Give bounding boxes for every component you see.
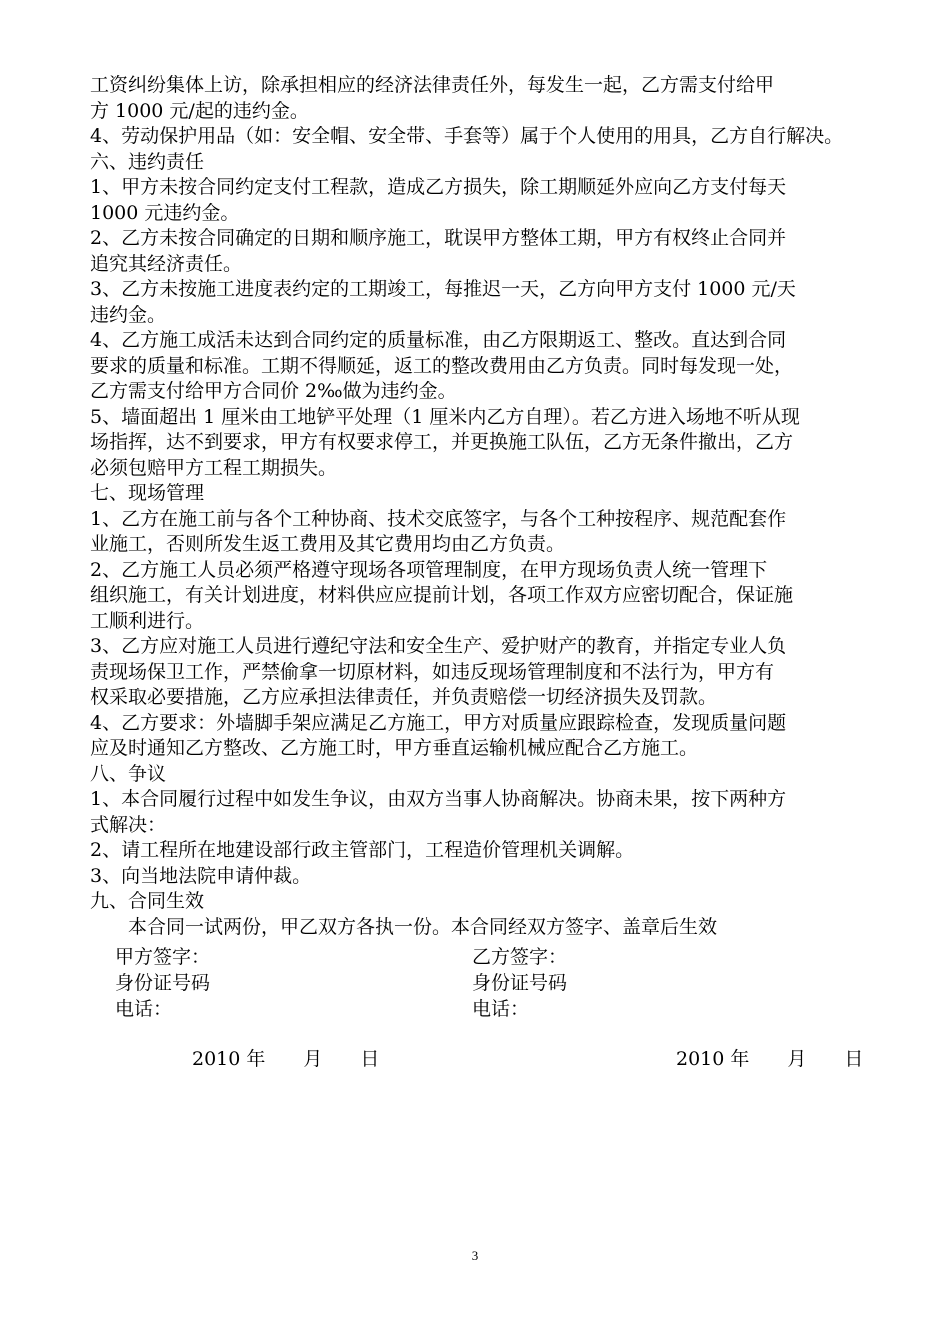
text-line: 2、乙方施工人员必须严格遵守现场各项管理制度，在甲方现场负责人统一管理下	[90, 558, 768, 581]
text-line: 追究其经济责任。	[90, 252, 243, 275]
text-line: 本合同一试两份，甲乙双方各执一份。本合同经双方签字、盖章后生效	[90, 915, 718, 938]
text-line: 方 1000 元/起的违约金。	[90, 99, 309, 122]
text-line: 八、争议	[90, 762, 167, 785]
party-b-sign-label: 乙方签字：	[472, 946, 568, 968]
text-line: 乙方需支付给甲方合同价 2‰做为违约金。	[90, 380, 457, 402]
text-line: 4、乙方施工成活未达到合同约定的质量标准，由乙方限期返工、整改。直达到合同	[90, 329, 787, 351]
text-line: 2、乙方未按合同确定的日期和顺序施工，耽误甲方整体工期，甲方有权终止合同并	[90, 227, 787, 249]
party-b-id-label: 身份证号码	[472, 972, 568, 994]
text-line: 违约金。	[90, 303, 167, 326]
text-line: 组织施工，有关计划进度，材料供应应提前计划，各项工作双方应密切配合，保证施	[90, 584, 794, 606]
text-line: 权采取必要措施，乙方应承担法律责任，并负责赔偿一切经济损失及罚款。	[90, 686, 718, 708]
text-line: 3、向当地法院申请仲裁。	[90, 864, 312, 887]
text-line: 应及时通知乙方整改、乙方施工时，甲方垂直运输机械应配合乙方施工。	[90, 737, 699, 759]
text-line: 1、乙方在施工前与各个工种协商、技术交底签字，与各个工种按程序、规范配套作	[90, 507, 787, 530]
party-a-id-label: 身份证号码	[115, 972, 211, 994]
text-line: 场指挥，达不到要求，甲方有权要求停工，并更换施工队伍，乙方无条件撤出，乙方	[90, 431, 794, 453]
page-number: 3	[471, 1248, 479, 1263]
text-line: 式解决：	[90, 813, 167, 836]
party-b-date: 2010 年 月 日	[676, 1048, 864, 1070]
text-line: 1、本合同履行过程中如发生争议，由双方当事人协商解决。协商未果，按下两种方	[90, 788, 787, 810]
text-line: 责现场保卫工作，严禁偷拿一切原材料，如违反现场管理制度和不法行为，甲方有	[90, 660, 775, 683]
party-a-date: 2010 年 月 日	[192, 1048, 380, 1070]
text-line: 业施工，否则所发生返工费用及其它费用均由乙方负责。	[90, 533, 566, 555]
text-line: 工资纠纷集体上访，除承担相应的经济法律责任外，每发生一起，乙方需支付给甲	[90, 74, 775, 96]
text-line: 必须包赔甲方工程工期损失。	[90, 456, 338, 479]
party-a-sign-label: 甲方签字：	[115, 946, 211, 968]
party-b-phone-label: 电话：	[472, 998, 530, 1020]
text-line: 3、乙方应对施工人员进行遵纪守法和安全生产、爱护财产的教育，并指定专业人负	[90, 635, 787, 657]
party-a-phone-label: 电话：	[115, 998, 173, 1020]
text-line: 九、合同生效	[90, 890, 205, 912]
text-line: 要求的质量和标准。工期不得顺延，返工的整改费用由乙方负责。同时每发现一处，	[90, 354, 794, 377]
text-line: 七、现场管理	[90, 482, 205, 504]
text-line: 六、违约责任	[90, 150, 205, 173]
text-line: 3、乙方未按施工进度表约定的工期竣工，每推迟一天，乙方向甲方支付 1000 元/天	[90, 278, 796, 300]
text-line: 4、劳动保护用品（如：安全帽、安全带、手套等）属于个人使用的用具，乙方自行解决。	[90, 125, 844, 147]
text-line: 5、墙面超出 1 厘米由工地铲平处理（1 厘米内乙方自理）。若乙方进入场地不听从现	[90, 405, 800, 428]
text-line: 2、请工程所在地建设部行政主管部门，工程造价管理机关调解。	[90, 839, 635, 861]
text-line: 1000 元违约金。	[90, 201, 240, 224]
text-line: 工顺利进行。	[90, 609, 205, 632]
text-line: 1、甲方未按合同约定支付工程款，造成乙方损失，除工期顺延外应向乙方支付每天	[90, 176, 787, 198]
text-line: 4、乙方要求：外墙脚手架应满足乙方施工，甲方对质量应跟踪检查，发现质量问题	[90, 711, 787, 734]
